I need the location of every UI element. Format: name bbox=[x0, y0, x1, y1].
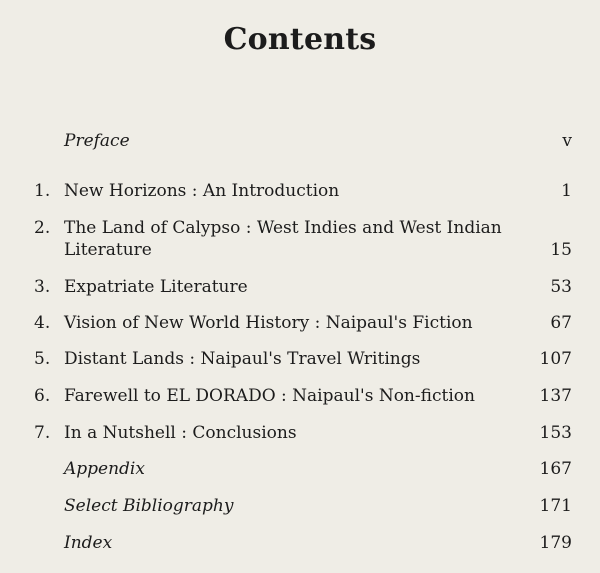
toc-page-number: 137 bbox=[539, 386, 572, 406]
toc-page-number: 53 bbox=[550, 277, 572, 297]
toc-page-number: 15 bbox=[550, 240, 572, 260]
toc-chapter-number: 3. bbox=[34, 277, 51, 297]
toc-label: Farewell to EL DORADO : Naipaul's Non-fiction bbox=[64, 386, 475, 406]
toc-chapter-number: 7. bbox=[34, 423, 51, 443]
toc-label: The Land of Calypso : West Indies and West Indian Literature bbox=[64, 218, 502, 260]
toc-label: Index bbox=[64, 533, 113, 553]
toc-page-number: 1 bbox=[561, 181, 572, 201]
toc-label: Expatriate Literature bbox=[64, 277, 248, 297]
page-title: Contents bbox=[223, 22, 377, 57]
toc-chapter-number: 6. bbox=[34, 386, 51, 406]
toc-page-number: 67 bbox=[550, 313, 572, 333]
toc-label: Select Bibliography bbox=[64, 496, 234, 516]
toc-page-number: 179 bbox=[539, 533, 572, 553]
toc-chapter-number: 1. bbox=[34, 181, 51, 201]
toc-page-number: v bbox=[562, 131, 572, 151]
toc-page-number: 167 bbox=[539, 459, 572, 479]
toc-label: Distant Lands : Naipaul's Travel Writings bbox=[64, 349, 421, 369]
toc-label: Preface bbox=[64, 131, 130, 151]
toc-page-number: 171 bbox=[539, 496, 572, 516]
toc-chapter-number: 4. bbox=[34, 313, 51, 333]
toc-page-number: 107 bbox=[539, 349, 572, 369]
toc-label: New Horizons : An Introduction bbox=[64, 181, 340, 201]
toc-label: Vision of New World History : Naipaul's Fiction bbox=[64, 313, 473, 333]
toc-chapter-number: 2. bbox=[34, 218, 51, 238]
toc-chapter-number: 5. bbox=[34, 349, 51, 369]
toc-page-number: 153 bbox=[539, 423, 572, 443]
toc-label: Appendix bbox=[64, 459, 145, 479]
toc-label: In a Nutshell : Conclusions bbox=[64, 423, 297, 443]
